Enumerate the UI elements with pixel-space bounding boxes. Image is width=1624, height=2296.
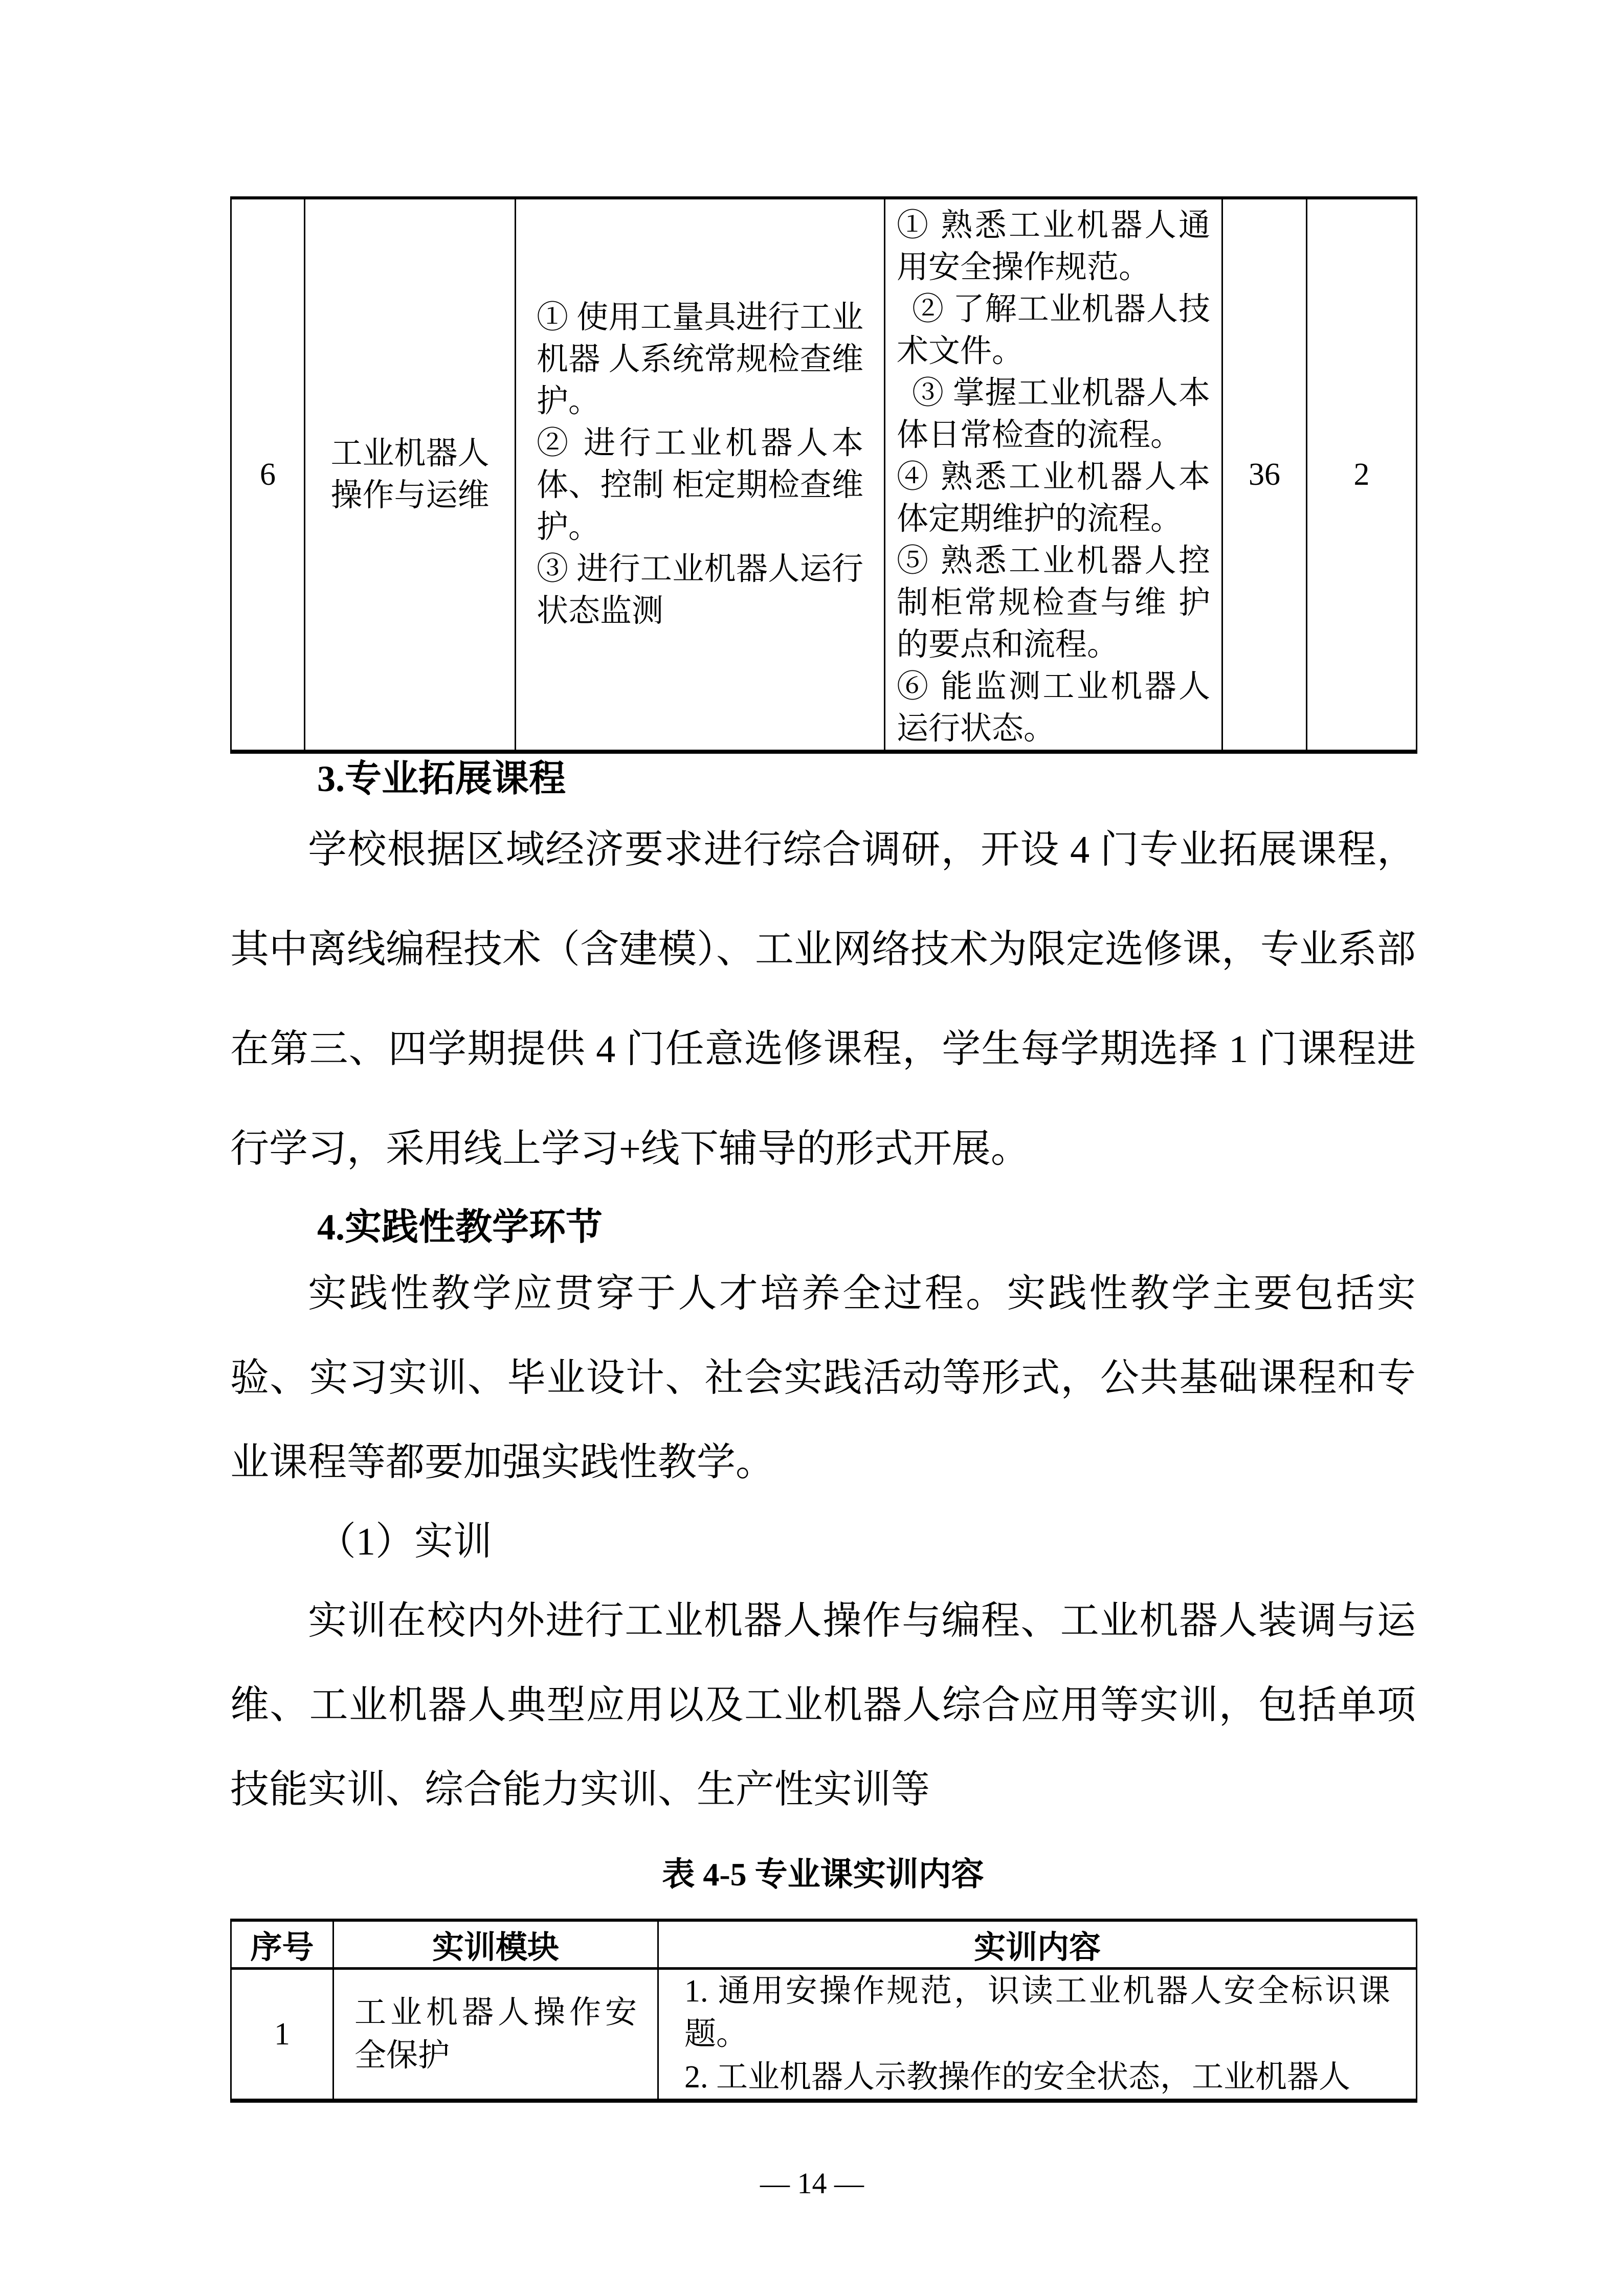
- requirement-item: ② 了解工业机器人技术文件。: [897, 292, 1210, 369]
- heading-practical-teaching: 4.实践性教学环节: [317, 1207, 603, 1248]
- course-module: 工业机器人操作与运维: [330, 436, 490, 513]
- requirement-item: ⑤ 熟悉工业机器人控制柜常规检查与维 护的要点和流程。: [897, 544, 1210, 662]
- header-no: 序号: [231, 1920, 333, 1969]
- training-module: 工业机器人操作安全保护: [354, 1995, 637, 2073]
- training-table: [230, 1919, 1417, 2103]
- course-table: [230, 196, 1417, 754]
- header-content: 实训内容: [658, 1920, 1417, 1969]
- course-hours-cell: [1222, 198, 1307, 752]
- header-module: 实训模块: [333, 1920, 658, 1969]
- training-no: 1: [274, 2017, 290, 2052]
- course-credits-cell: [1307, 198, 1417, 752]
- course-requirements-cell: [885, 198, 1222, 752]
- task-item: ③ 进行工业机器人运行状态监测: [537, 552, 863, 628]
- table-caption: 表 4-5 专业课实训内容: [662, 1856, 984, 1893]
- training-content-item: 2. 工业机器人示教操作的安全状态，工业机器人: [684, 2060, 1351, 2095]
- course-no: 6: [260, 457, 276, 492]
- requirement-item: ③ 掌握工业机器人本体日常检查的流程。: [897, 376, 1210, 453]
- course-no-cell: [231, 198, 305, 752]
- course-tasks-cell: [516, 198, 885, 752]
- sub-heading-training: （1）实训: [317, 1520, 492, 1563]
- task-item: ② 进行工业机器人本体、控制 柜定期检查维护。: [537, 426, 863, 545]
- course-credits: 2: [1353, 457, 1370, 492]
- requirement-item: ⑥ 能监测工业机器人运行状态。: [897, 669, 1210, 746]
- page-number-footer: — 14 —: [760, 2167, 864, 2200]
- requirement-item: ④ 熟悉工业机器人本体定期维护的流程。: [897, 460, 1210, 536]
- training-table-header-row: [231, 1920, 1417, 1969]
- course-module-cell: [305, 198, 516, 752]
- para-practical-teaching: 实践性教学应贯穿于人才培养全过程。实践性教学主要包括实验、实习实训、毕业设计、社会实践活动等形式，公共基础课程和专业课程等都要加强实践性教学。: [230, 1272, 1416, 1484]
- para-training-scope: 实训在校内外进行工业机器人操作与编程、工业机器人装调与运维、工业机器人典型应用以及工业机器人综合应用等实训，包括单项技能实训、综合能力实训、生产性实训等: [230, 1600, 1416, 1811]
- training-content-item: 1. 通用安操作规范，识读工业机器人安全标识课题。: [684, 1974, 1390, 2052]
- training-row: [231, 1969, 1417, 2101]
- course-hours: 36: [1249, 457, 1280, 492]
- para-expansion-courses: 学校根据区域经济要求进行综合调研，开设 4 门专业拓展课程，其中离线编程技术（含建模）、工业网络技术为限定选修课，专业系部在第三、四学期提供 4 门任意选修课程，学生每学期选择 1 门课程进行学习，采用线上学习+线下辅导的形式开展。: [230, 828, 1416, 1170]
- training-content-cell: [658, 1969, 1417, 2101]
- heading-expansion-courses: 3.专业拓展课程: [317, 758, 566, 799]
- training-no-cell: [231, 1969, 333, 2101]
- task-item: ① 使用工量具进行工业机器 人系统常规检查维护。: [537, 300, 863, 419]
- requirement-item: ① 熟悉工业机器人通用安全操作规范。: [897, 208, 1210, 285]
- course-row: [231, 198, 1417, 752]
- training-module-cell: [333, 1969, 658, 2101]
